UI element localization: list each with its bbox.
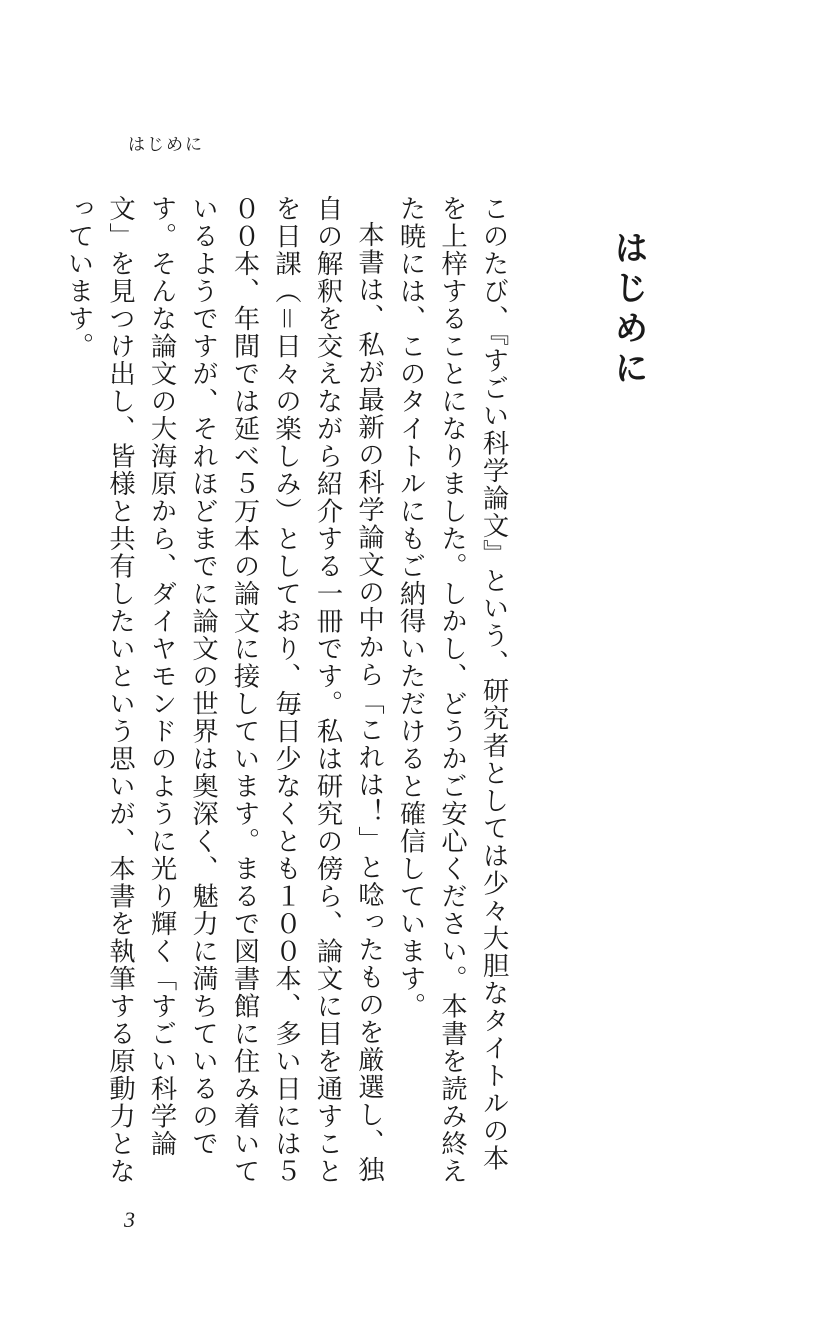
page-number: 3	[124, 1207, 135, 1232]
chapter-title: はじめに	[608, 230, 648, 390]
paragraph-1: このたび、『すごい科学論文』という、研究者としては少々大胆なタイトルの本を上梓することになりました。しかし、どうかご安心ください。本書を読み終えた暁には、このタイトルにもご納得いただけると確信しています。	[395, 195, 508, 1185]
running-header: はじめに	[128, 135, 204, 155]
paragraph-2: 本書は、私が最新の科学論文の中から「これは！」と唸ったものを厳選し、独自の解釈を交えながら紹介する一冊です。私は研究の傍ら、論文に目を通すことを日課（＝日々の楽しみ）としており、毎日少なくとも１００本、多い日には５００本、年間では延べ５万本の論文に接しています。まるで図書館に住み着いているようですが、それほどまでに論文の世界は奥深く、魅力に満ちているのです。そんな論文の大海原から、ダイヤモンドのように光り輝く「すごい科学論文」を見つけ出し、皆様と共有したいという思いが、本書を執筆する原動力となっています。	[63, 195, 384, 1185]
body-text	[57, 195, 514, 1195]
